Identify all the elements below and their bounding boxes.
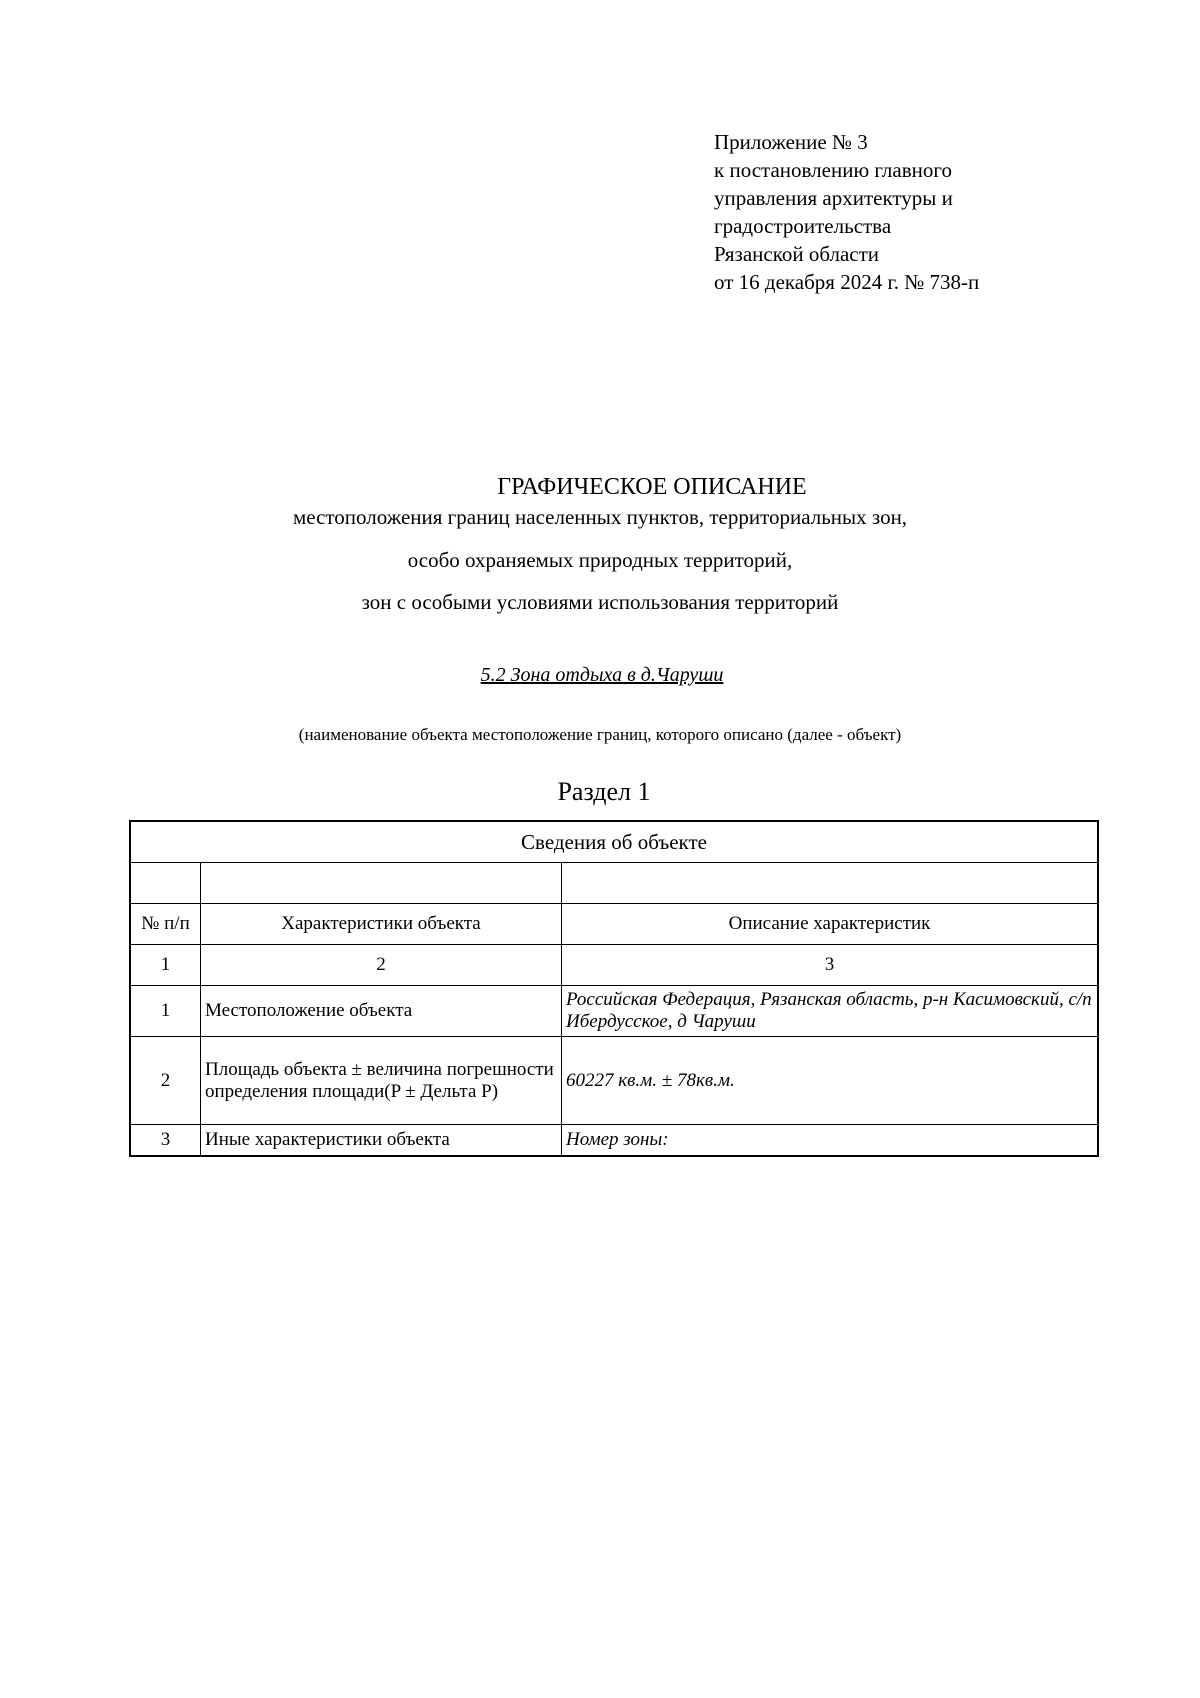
row-number: 3 <box>130 1125 201 1157</box>
table-cell <box>201 863 562 904</box>
row-description: Российская Федерация, Рязанская область, р-н Касимовский, с/п Ибердусское, д Чаруши <box>562 986 1099 1037</box>
column-number: 3 <box>562 945 1099 986</box>
row-characteristic: Местоположение объекта <box>201 986 562 1037</box>
table-caption-row <box>130 821 1098 863</box>
table-empty-row <box>130 863 1098 904</box>
column-number: 2 <box>201 945 562 986</box>
annex-block <box>714 128 979 296</box>
column-header: Описание характеристик <box>562 904 1099 945</box>
table-column-number-row <box>130 945 1098 986</box>
object-note: (наименование объекта местоположение границ, которого описано (далее - объект) <box>298 725 902 744</box>
row-number: 2 <box>130 1037 201 1125</box>
object-info-table <box>129 820 1099 1157</box>
column-number: 1 <box>130 945 201 986</box>
subtitle-line-2: особо охраняемых природных территорий, <box>407 548 793 572</box>
column-header: Характеристики объекта <box>201 904 562 945</box>
document-title: ГРАФИЧЕСКОЕ ОПИСАНИЕ <box>497 474 807 500</box>
annex-line: Рязанской области <box>714 242 880 266</box>
annex-line: к постановлению главного <box>714 158 952 182</box>
annex-line: Приложение № 3 <box>714 130 868 154</box>
table-header-row <box>130 904 1098 945</box>
subtitle-line-1: местоположения границ населенных пунктов, территориальных зон, <box>292 505 908 529</box>
annex-line: от 16 декабря 2024 г. № 738-п <box>714 270 980 294</box>
table-row <box>130 1125 1098 1157</box>
annex-line: управления архитектуры и <box>714 186 953 210</box>
table-row <box>130 986 1098 1037</box>
row-description: 60227 кв.м. ± 78кв.м. <box>562 1037 1099 1125</box>
row-number: 1 <box>130 986 201 1037</box>
subtitle-line-3: зон с особыми условиями использования территорий <box>361 590 839 614</box>
annex-line: градостроительства <box>714 214 892 238</box>
table-cell <box>562 863 1099 904</box>
table-cell <box>130 863 201 904</box>
row-description: Номер зоны: <box>562 1125 1099 1157</box>
table-caption: Сведения об объекте <box>130 821 1098 863</box>
object-name: 5.2 Зона отдыха в д.Чаруши <box>480 664 724 686</box>
section-title: Раздел 1 <box>557 777 651 806</box>
row-characteristic: Иные характеристики объекта <box>201 1125 562 1157</box>
row-characteristic: Площадь объекта ± величина погрешности определения площади(P ± Дельта P) <box>201 1037 562 1125</box>
table-row <box>130 1037 1098 1125</box>
column-header: № п/п <box>130 904 201 945</box>
